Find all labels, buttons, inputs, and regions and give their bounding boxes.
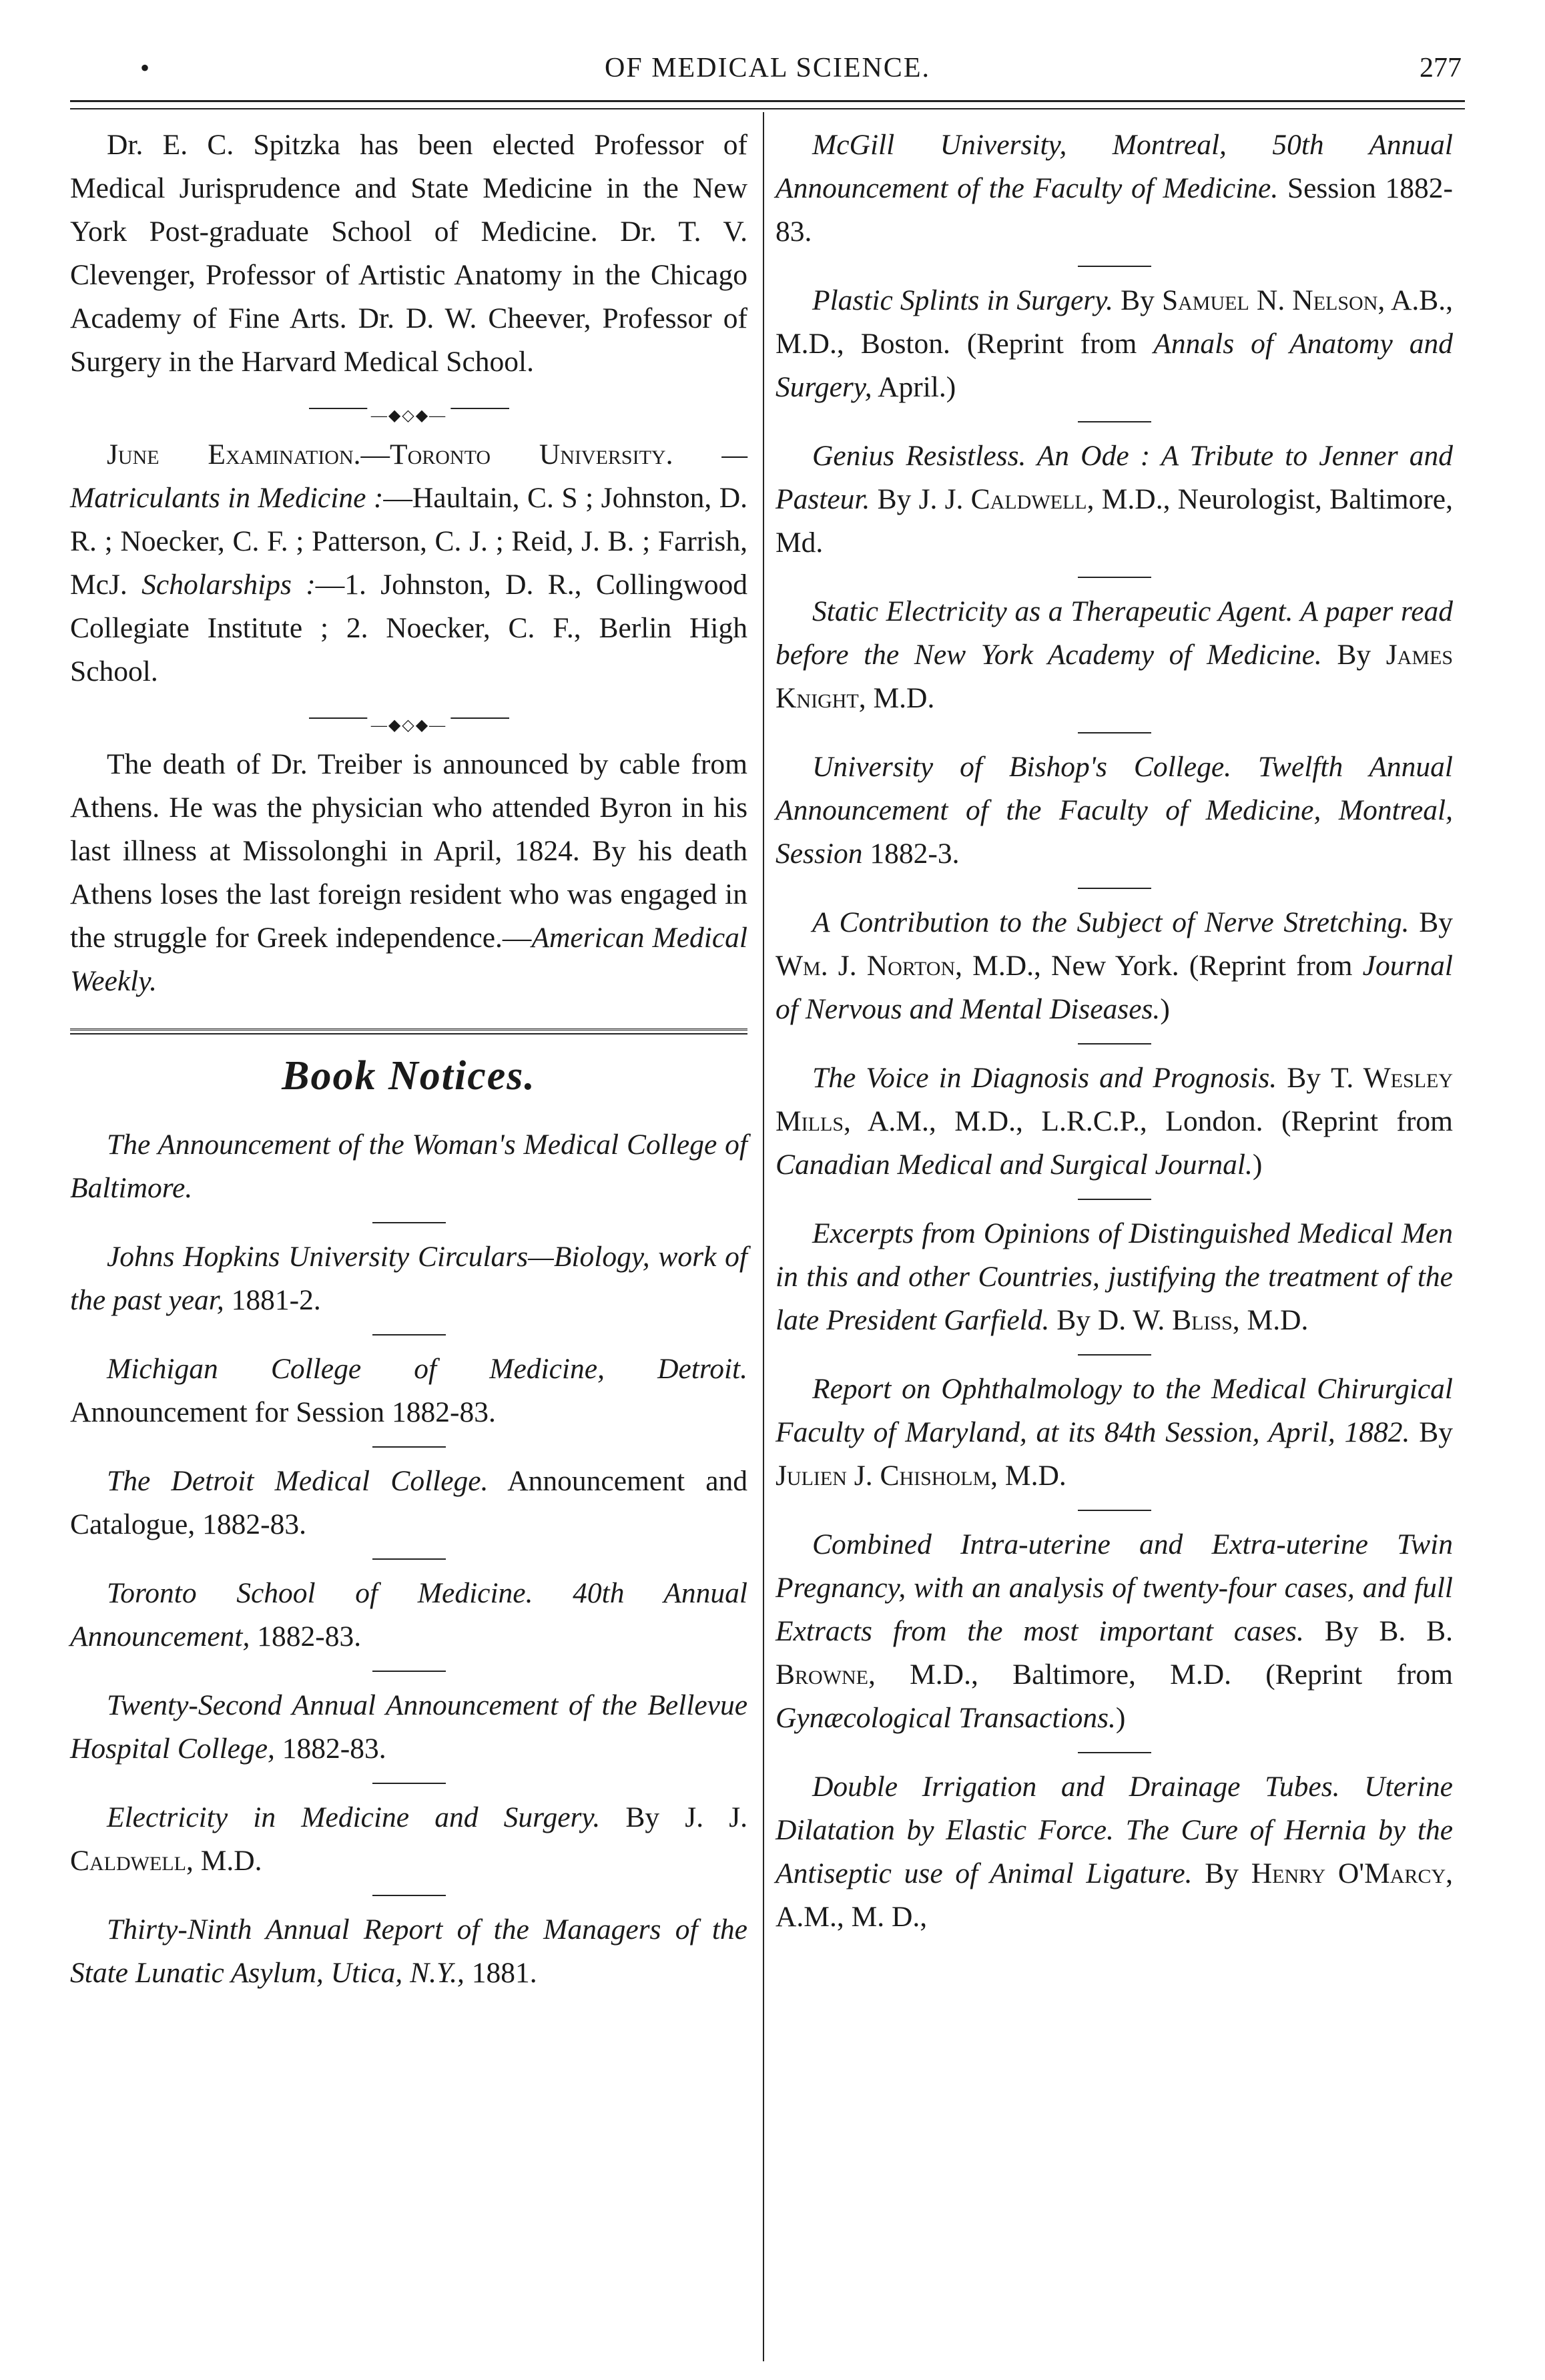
- notice-item: Combined Intra-uterine and Extra-uterine Twin Pregnancy, with an analysis of twenty-four cases, and full Extracts from the most important cases. By B. B. Browne, M.D., Baltimore, M.D. (Reprint from Gynæcological Transactions.): [776, 1528, 1454, 1734]
- notice-item: University of Bishop's College. Twelfth Annual Announcement of the Faculty of Medicine, Montreal, Session 1882-3.: [776, 751, 1453, 870]
- right-column: [776, 123, 1453, 2346]
- left-column: [70, 123, 747, 2346]
- notice-divider: [1078, 732, 1151, 733]
- section-title: Book Notices.: [282, 1053, 536, 1099]
- notice-item: The Voice in Diagnosis and Prognosis. By T. Wesley Mills, A.M., M.D., L.R.C.P., London. (Reprint from Canadian Medical and Surgical Journal.): [776, 1062, 1453, 1181]
- notice-item: Thirty-Ninth Annual Report of the Managers of the State Lunatic Asylum, Utica, N.Y., 1881.: [70, 1913, 747, 1989]
- scholarships-label: Scholarships :: [141, 569, 316, 601]
- notice-divider: [1078, 266, 1151, 267]
- matriculants-list: —Haultain, C. S ; Johnston, D. R. ; Noecker, C. F. ; Patterson, C. J. ; Reid, J. B. ; Farrish, McJ.: [70, 482, 747, 601]
- notice-divider: [1078, 1510, 1151, 1511]
- notice-divider: [1078, 1199, 1151, 1200]
- treiber-source: American Medical Weekly.: [70, 922, 747, 997]
- ornamental-divider: —◆◇◆—: [309, 713, 509, 723]
- treiber-text: The death of Dr. Treiber is announced by cable from Athens. He was the physician who attended Byron in his last illness at Missolonghi in April, 1824. By his death Athens loses the last foreign resident who was engaged in the struggle for Greek independence.—: [70, 748, 747, 954]
- news-paragraph-toronto: [70, 433, 747, 693]
- header-rule-thin: [70, 108, 1465, 109]
- notice-divider: [1078, 888, 1151, 889]
- notice-divider: [372, 1334, 446, 1335]
- notice-item: Genius Resistless. An Ode : A Tribute to Jenner and Pasteur. By J. J. Caldwell, M.D., Neurologist, Baltimore, Md.: [776, 440, 1453, 559]
- column-divider: [763, 112, 764, 2361]
- header-dot: •: [140, 53, 150, 83]
- notice-divider: [1078, 421, 1151, 422]
- notice-item: Johns Hopkins University Circulars—Biology, work of the past year, 1881-2.: [70, 1241, 747, 1316]
- toronto-heading: June Examination.—Toronto University.: [107, 438, 673, 471]
- notice-item: Toronto School of Medicine. 40th Annual Announcement, 1882-83.: [70, 1577, 747, 1653]
- scholarships-list: —1. Johnston, D. R., Collingwood Collegiate Institute ; 2. Noecker, C. F., Berlin High School.: [70, 569, 748, 687]
- notice-divider: [372, 1558, 446, 1560]
- notice-item: Static Electricity as a Therapeutic Agent. A paper read before the New York Academy of Medicine. By James Knight, M.D.: [776, 595, 1454, 714]
- news-paragraph-treiber: [70, 743, 747, 1003]
- notice-item: Excerpts from Opinions of Distinguished Medical Men in this and other Countries, justifying the treatment of the late President Garfield. By D. W. Bliss, M.D.: [776, 1217, 1453, 1336]
- notice-item: Report on Ophthalmology to the Medical Chirurgical Faculty of Maryland, at its 84th Session, April, 1882. By Julien J. Chisholm, M.D.: [776, 1373, 1453, 1492]
- notice-divider: [1078, 577, 1151, 578]
- notice-item: The Detroit Medical College. Announcement and Catalogue, 1882-83.: [70, 1465, 747, 1540]
- notice-item: Double Irrigation and Drainage Tubes. Uterine Dilatation by Elastic Force. The Cure of Hernia by the Antiseptic use of Animal Ligature. By Henry O'Marcy, A.M., M. D.,: [776, 1771, 1453, 1933]
- notice-item: The Announcement of the Woman's Medical College of Baltimore.: [70, 1129, 747, 1204]
- notice-item: A Contribution to the Subject of Nerve Stretching. By Wm. J. Norton, M.D., New York. (Reprint from Journal of Nervous and Mental Diseases.): [776, 906, 1453, 1025]
- notice-divider: [372, 1446, 446, 1448]
- notice-item: Michigan College of Medicine, Detroit. Announcement for Session 1882-83.: [70, 1353, 747, 1428]
- page-number: 277: [1420, 53, 1462, 83]
- notice-divider: [372, 1671, 446, 1672]
- notice-divider: [1078, 1043, 1151, 1045]
- notice-item: Plastic Splints in Surgery. By Samuel N. Nelson, A.B., M.D., Boston. (Reprint from Annals of Anatomy and Surgery, April.): [776, 284, 1454, 403]
- section-rule: [70, 1028, 747, 1034]
- header-rule: [70, 100, 1465, 102]
- notice-divider: [372, 1783, 446, 1784]
- ornamental-divider: —◆◇◆—: [309, 404, 509, 413]
- running-title: OF MEDICAL SCIENCE.: [605, 53, 930, 83]
- news-paragraph-spitzka: Dr. E. C. Spitzka has been elected Professor of Medical Jurisprudence and State Medicine in the New York Post-graduate School of Medicine. Dr. T. V. Clevenger, Professor of Artistic Anatomy in the Chicago Academy of Fine Arts. Dr. D. W. Cheever, Professor of Surgery in the Harvard Medical School.: [70, 129, 747, 378]
- notice-item: Twenty-Second Annual Announcement of the Bellevue Hospital College, 1882-83.: [70, 1689, 747, 1765]
- notice-item: Electricity in Medicine and Surgery. By J. J. Caldwell, M.D.: [70, 1801, 748, 1877]
- notice-divider: [1078, 1354, 1151, 1356]
- running-header: [73, 52, 1462, 92]
- notice-divider: [1078, 1752, 1151, 1753]
- notice-item: McGill University, Montreal, 50th Annual Announcement of the Faculty of Medicine. Session 1882-83.: [776, 129, 1453, 248]
- notice-divider: [372, 1895, 446, 1896]
- matriculants-label: —Matriculants in Medicine :: [70, 438, 748, 514]
- notice-divider: [372, 1222, 446, 1223]
